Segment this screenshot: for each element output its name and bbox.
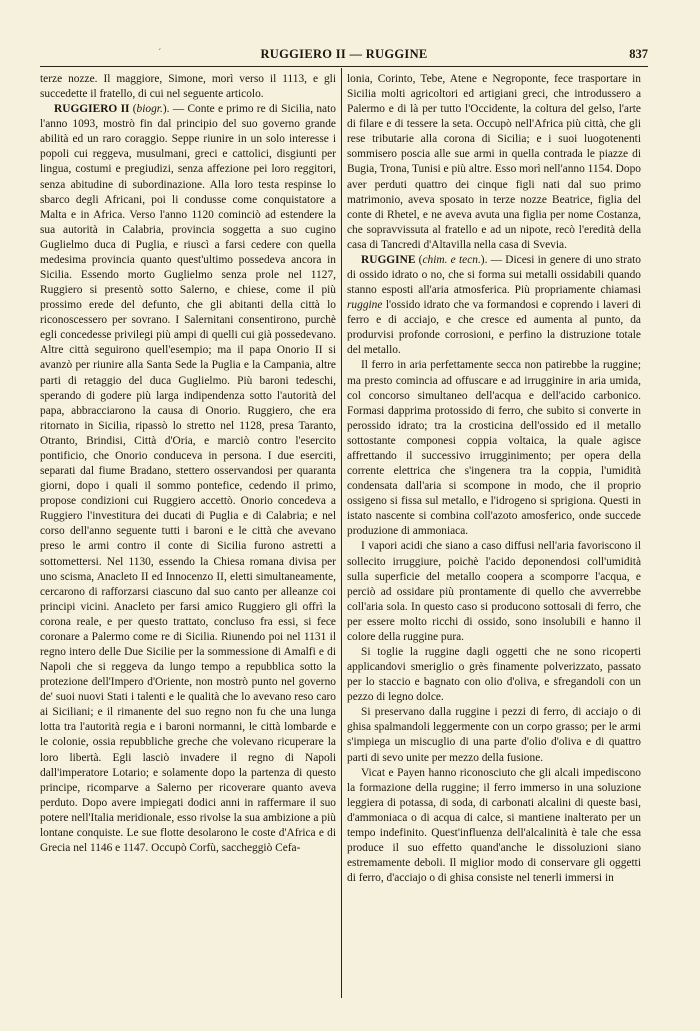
paragraph: Il ferro in aria perfettamente secca non patirebbe la ruggine; ma presto comincia ad offuscare e ad irrugginire in aria umida, col concorso simultaneo dell'acqua e dell'acido carbonico. Formasi dapprima protossido di ferro, che subito si converte in perossido idrato; tra la crosticina dell'ossido ed il metallo sottostante componesi coppia voltaica, la quale agisce affrettando il successivo irrugginimento; per opera della corrente elettrica che s'ingenera tra la coppia, l'umidità condensata dall'aria si scompone in modo, che il proprio ossigeno si fissa sul metallo, e l'idrogeno si sprigiona. Questi in istato nascente si combina coll'azoto amosferico, onde succede produzione di ammoniaca.	[347, 359, 641, 538]
right-column	[347, 72, 641, 1002]
entry-label: biogr.	[136, 103, 163, 116]
scan-mark: ´	[158, 48, 162, 59]
paragraph: Si preservano dalla ruggine i pezzi di ferro, di acciajo o di ghisa spalmandoli leggermente con un corpo grasso; per le armi s'impiega un miscuglio di una parte d'olio d'oliva e di quattro parti di sevo unite per mezzo della fusione.	[347, 706, 641, 764]
entry-headword: RUGGINE	[361, 253, 416, 266]
page-number: 837	[629, 47, 648, 61]
header-rule	[40, 66, 648, 67]
paragraph: Vicat e Payen hanno riconosciuto che gli alcali impediscono la formazione della ruggine; il ferro immerso in una soluzione leggiera di potassa, di soda, di carbonati alcalini di queste basi, d'ammoniaca o di acqua di calce, si mantiene inalterato per un tempo indefinito. Quest'influenza dell'alcalinità è tale che essa produce il suo effetto quand'anche le dissoluzioni siano estremamente deboli. Il miglior modo di conservare gli oggetti di ferro, d'acciajo o di ghisa consiste nel tenerli immersi in	[347, 766, 641, 885]
entry-ruggiero-ii: RUGGIERO II (biogr.). — Conte e primo re di Sicilia, nato l'anno 1093, mostrò fin dal principio del suo governo grande abilità ed un raro coraggio. Seppe riunire in un solo interesse i popoli cui reggeva, musulmani, greci e cattolici, disgiunti per lingua, costumi e pregiudizi, senza affezione pei loro reggitori, senza abitudine di subordinazione. Alla loro testa respinse lo sbarco degli Africani, poi li condusse come conquistatore a Malta e in Africa. Verso l'anno 1120 cominciò ad estendere la sua autorità in Calabria, provincia soggetta a suo cugino Guglielmo duca di Puglia, e riuscì a farsi cedere con quella medesima provincia quanto quest'ultimo possedeva ancora in Sicilia. Essendo morto Guglielmo senza prole nel 1127, Ruggiero si presentò sotto Salerno, e chiese, come il più prossimo erede del defunto, che gli abitanti della città lo riconoscessero per sovrano. I Salernitani consentirono, purchè egli concedesse privilegi più ampi di quelli cui già possedevano. Altre città seguirono quell'esempio; ma il papa Onorio II si avanzò per riunire alla Santa Sede la Puglia e la Campania, altre parti di retaggio del duca Guglielmo. Più baroni tedeschi, sperando di godere più larga indipendenza sotto l'autorità del papa, abbracciarono la causa di Onorio. Ruggiero, che era ritornato in Sicilia, ripassò lo stretto nel 1128, presa Taranto, Otranto, Brindisi, Città d'Oria, e marciò contro l'esercito pontificio, che Onorio conduceva in persona. I due eserciti, separati dal fiume Bradano, stettero osservandosi per quaranta giorni, dopo i quali il sommo pontefice, cedendo il primo, propose condizioni cui Ruggiero accettò. Onorio concedeva a Ruggiero l'investitura dei ducati di Puglia e di Calabria; e nel corso dell'anno seguente tutti i baroni e le città che avevano preso le armi contro il conte di Sicilia furono astretti a sottomettersi. Nel 1130, essendo la Chiesa romana divisa per uno scisma, Anacleto II ed Innocenzo II, eletti simultaneamente, cercarono di rafforzarsi ciascuno dal suo canto per alleanze coi principi vicini. Anacleto per farsi amico Ruggiero gli offrì la corona reale, e per questo trattato, concluso fra essi, si fece coronare a Palermo come re di Sicilia. Riunendo poi nel 1131 il regno intero delle Due Sicilie per la sommessione di Amalfi e di Napoli che si reggeva da lungo tempo a repubblica sotto la protezione dell'Impero d'Oriente, non mostrò punto nel governo de' suoi nuovi Stati i talenti e le qualità che lo avevano reso caro ai Siciliani; e il rimanente del suo regno non fu che una lunga lotta tra l'autorità regia e i baroni normanni, le città lombarde e le colonie, ossia repubbliche greche che volevano ricuperare la loro libertà. Egli lasciò invadere il regno di Napoli dall'imperatore Lotario; e solamente dopo la partenza di questo principe, ricomparve a Salerno per ricoverare quanto aveva perduto. Dopo avere impiegati dodici anni in raffermare il suo potere nell'Italia meridionale, esso rivolse la sua ambizione a più lontane conquiste. Le sue flotte desolarono le coste d'Africa e di Grecia nel 1146 e 1147. Occupò Corfù, saccheggiò Cefa-	[40, 103, 336, 854]
column-divider	[341, 68, 342, 998]
paragraph-continuation: lonia, Corinto, Tebe, Atene e Negroponte, fece trasportare in Sicilia molti agricoltori ed artigiani greci, che introdussero a Palermo e di là per tutto l'Occidente, la coltura del gelso, l'arte di filare e di tessere la seta. Occupò nell'Africa più città, che gli rese tributarie alla corona di Sicilia; e i suoi luogotenenti sommisero poscia alle sue armi in quella contrada le piazze di Bugia, Trona, Tunisi e più altre. Esso morì nell'anno 1154. Dopo aver perduti quattro dei cinque figli nati dal suo primo matrimonio, aveva sposato in terze nozze Beatrice, figlia del conte di Rhetel, e ne aveva avuta una figlia per nome Costanza, che sopravvissuta al fratello e ad un nipote, recò l'eredità della casa di Tancredi d'Altavilla nella casa di Svevia.	[347, 73, 641, 251]
entry-italic-term: ruggine	[347, 299, 383, 312]
entry-text: ). — Dicesi in genere di uno strato di ossido idrato o no, che si forma sui metalli ossidabili quando stanno esposti all'aria atmosferica. Più propriamente chiamasi	[347, 253, 641, 297]
paragraph-continuation: terze nozze. Il maggiore, Simone, morì verso il 1113, e gli succedette il fratello, di cui nel seguente articolo.	[40, 73, 336, 101]
entry-ruggine: RUGGINE (chim. e tecn.). — Dicesi in genere di uno strato di ossido idrato o no, che si forma sui metalli ossidabili quando stanno esposti all'aria atmosferica. Più propriamente chiamasi ruggine l'ossido idrato che va formandosi e coprendo i laveri di ferro e di acciajo, e che cresce ed aumenta al punto, da produrvisi profonde corrosioni, e perfino la distruzione totale del metallo.	[347, 253, 641, 357]
entry-text-continued: l'ossido idrato che va formandosi e coprendo i laveri di ferro e di acciajo, e che cresce ed aumenta al punto, da produrvisi profonde corrosioni, e perfino la distruzione totale del metallo.	[347, 299, 641, 357]
entry-headword: RUGGIERO II	[54, 103, 130, 116]
left-column	[40, 72, 336, 1002]
paragraph: Si toglie la ruggine dagli oggetti che ne sono ricoperti applicandovi smeriglio o grès finamente polverizzato, passato per lo staccio e bagnato con olio d'oliva, e sfregandoli con un pezzo di legno dolce.	[347, 645, 641, 704]
running-head-title: RUGGIERO II — RUGGINE	[260, 47, 428, 61]
entry-text: — Conte e primo re di Sicilia, nato l'anno 1093, mostrò fin dal principio del suo governo grande abilità ed un raro coraggio. Seppe riunire in un solo interesse i popoli cui reggeva, musulmani, greci e cattolici, disgiunti per lingua, costumi e pregiudizi, senza affezione pei loro reggitori, senza abitudine di subordinazione. Alla loro testa respinse lo sbarco degli Africani, poi li condusse come conquistatore a Malta e in Africa. Verso l'anno 1120 cominciò ad estendere la sua autorità in Calabria, provincia soggetta a suo cugino Guglielmo duca di Puglia, e riuscì a farsi cedere con quella medesima provincia quanto quest'ultimo possedeva ancora in Sicilia. Essendo morto Guglielmo senza prole nel 1127, Ruggiero si presentò sotto Salerno, e chiese, come il più prossimo erede del defunto, che gli abitanti della città lo riconoscessero per sovrano. I Salernitani consentirono, purchè egli concedesse privilegi più ampi di quelli cui già possedevano. Altre città seguirono quell'esempio; ma il papa Onorio II si avanzò per riunire alla Santa Sede la Puglia e la Campania, altre parti di retaggio del duca Guglielmo. Più baroni tedeschi, sperando di godere più larga indipendenza sotto l'autorità del papa, abbracciarono la causa di Onorio. Ruggiero, che era ritornato in Sicilia, ripassò lo stretto nel 1128, presa Taranto, Otranto, Brindisi, Città d'Oria, e marciò contro l'esercito pontificio, che Onorio conduceva in persona. I due eserciti, separati dal fiume Bradano, stettero osservandosi per quaranta giorni, dopo i quali il sommo pontefice, cedendo il primo, propose condizioni cui Ruggiero accettò. Onorio concedeva a Ruggiero l'investitura dei ducati di Puglia e di Calabria; e nel corso dell'anno seguente tutti i baroni e le città che avevano preso le armi contro il conte di Sicilia furono astretti a sottomettersi. Nel 1130, essendo la Chiesa romana divisa per uno scisma, Anacleto II ed Innocenzo II, eletti simultaneamente, cercarono di rafforzarsi ciascuno dal suo canto per alleanze coi principi vicini. Anacleto per farsi amico Ruggiero gli offrì la corona reale, e per questo trattato, concluso fra essi, si fece coronare a Palermo come re di Sicilia. Riunendo poi nel 1131 il regno intero delle Due Sicilie per la sommessione di Amalfi e di Napoli che si reggeva da lungo tempo a repubblica sotto la protezione dell'Impero d'Oriente, non mostrò punto nel governo de' suoi nuovi Stati i talenti e le qualità che lo avevano reso caro ai Siciliani; e il rimanente del suo regno non fu che una lunga lotta tra l'autorità regia e i baroni normanni, le città lombarde e le colonie, ossia repubbliche greche che volevano ricuperare la loro libertà. Egli lasciò invadere il regno di Napoli dall'imperatore Lotario; e solamente dopo la partenza di questo principe, ricomparve a Salerno per ricoverare quanto aveva perduto. Dopo avere impiegati dodici anni in raffermare il suo potere nell'Italia meridionale, esso rivolse la sua ambizione a più lontane conquiste. Le sue flotte desolarono le coste d'Africa e di Grecia nel 1146 e 1147. Occupò Corfù, saccheggiò Cefa-	[40, 103, 336, 854]
running-head	[40, 47, 648, 63]
paragraph: I vapori acidi che siano a caso diffusi nell'aria favoriscono il sollecito irruggiure, poichè l'acido deponendosi coll'umidità sulla superficie del metallo coopera a scomporre l'acqua, e perciò ad ossidare più prontamente di quello che avverrebbe coll'aria sola. In questo caso si producono sottosali di ferro, che per essere molto ricchi di ossido, sono insolubili e hanno il colore della ruggine pura.	[347, 540, 641, 643]
entry-label: chim. e tecn.	[422, 253, 481, 266]
